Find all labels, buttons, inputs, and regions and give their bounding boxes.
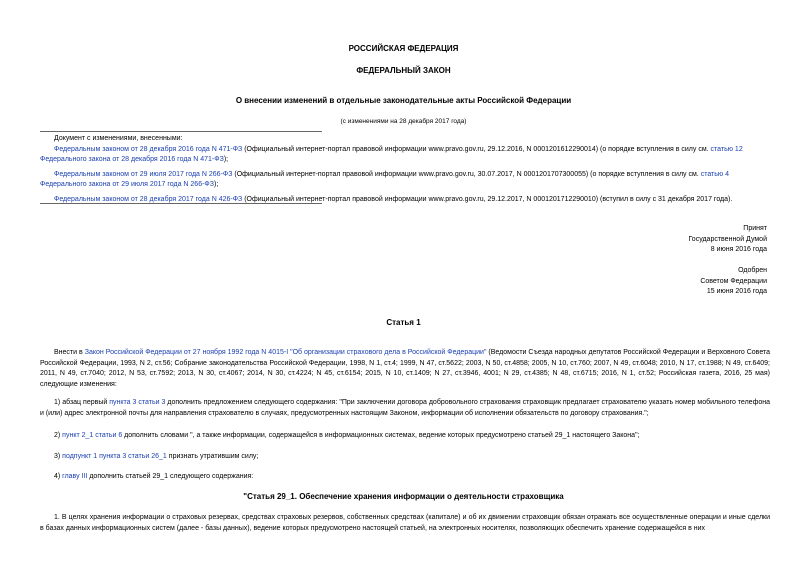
item-3-post: признать утратившим силу;	[166, 453, 259, 460]
top-divider	[40, 131, 322, 132]
intro-pre: Внести в	[54, 349, 85, 356]
approved-line: 15 июня 2016 года	[706, 288, 767, 295]
adopted-line: Принят	[743, 225, 767, 232]
item-3-link[interactable]: подпункт 1 пункта 3 статьи 26_1	[62, 453, 167, 460]
item-1-link[interactable]: пункта 3 статьи 3	[109, 399, 166, 406]
edition-note: (с изменениями на 28 декабря 2017 года)	[340, 118, 467, 125]
adopted-line: Государственной Думой	[688, 235, 767, 243]
change-tail: );	[223, 156, 229, 163]
item-4	[40, 472, 770, 483]
item-2-pre: 2)	[54, 432, 63, 439]
law-type-heading: ФЕДЕРАЛЬНЫЙ ЗАКОН	[356, 66, 451, 75]
sub-article-heading: "Статья 29_1. Обеспечение хранения информации о деятельности страховщика	[243, 492, 564, 501]
article-intro	[40, 348, 770, 390]
changes-intro: Документ с изменениями, внесенными:	[54, 135, 183, 142]
approved-block	[567, 266, 767, 298]
item-1-pre: 1) абзац первый	[54, 399, 110, 406]
change-item	[40, 170, 770, 191]
sub-article-paragraph: 1. В целях хранения информации о страховых резервах, средствах страховых резервов, собственных средствах (капитале) и об их движении страховщик обязан отражать все осуществленные операции и иные сделки в базах данных информационных систем (далее - базы данных), ведение которых предусмотрено настоящей статьей, на электронных носителях, позволяющих обеспечить хранение содержащейся в них	[40, 514, 770, 532]
article-heading: Статья 1	[386, 318, 421, 327]
item-4-post: дополнить статьей 29_1 следующего содержания:	[87, 473, 254, 480]
change-link[interactable]: статью 4 Федерального закона от 29 июля 2017 года N 266-ФЗ	[40, 170, 729, 188]
item-4-link[interactable]: главу III	[62, 473, 88, 480]
change-tail: );	[213, 181, 219, 188]
item-3	[40, 452, 770, 463]
item-2-post: дополнить словами ", а также информации, содержащейся в информационных системах, ведение которых предусмотрено статьей 29_1 настоящего Закона";	[122, 432, 640, 439]
item-2	[40, 431, 770, 442]
law-title: О внесении изменений в отдельные законодательные акты Российской Федерации	[235, 96, 572, 105]
change-text: (Официальный интернет-портал правовой информации www.pravo.gov.ru, 29.12.2016, N 0001201612290014) (о порядке вступления в силу см.	[242, 145, 711, 153]
item-2-link[interactable]: пункт 2_1 статьи 6	[62, 432, 123, 439]
change-link[interactable]: Федеральным законом от 29 июля 2017 года N 266-ФЗ	[54, 170, 233, 178]
change-link[interactable]: Федеральным законом от 28 декабря 2016 года N 471-ФЗ	[54, 145, 243, 153]
country-heading: РОССИЙСКАЯ ФЕДЕРАЦИЯ	[348, 44, 459, 53]
change-text: (Официальный интернет-портал правовой информации www.pravo.gov.ru, 30.07.2017, N 0001201707300055) (о порядке вступления в силу см.	[232, 170, 701, 178]
change-link[interactable]: статью 12 Федерального закона от 28 декабря 2016 года N 471-ФЗ	[40, 145, 743, 163]
change-link[interactable]: Федеральным законом от 28 декабря 2017 года N 426-ФЗ	[54, 195, 243, 203]
item-4-pre: 4)	[54, 473, 63, 480]
approved-line: Одобрен	[738, 267, 767, 274]
law-link[interactable]: Закон Российской Федерации от 27 ноября 1992 года N 4015-I "Об организации страхового дела в Российской Федерации"	[84, 349, 487, 356]
item-3-pre: 3)	[54, 453, 63, 460]
changes-block	[40, 134, 770, 205]
change-item	[40, 145, 770, 166]
change-text: (Официальный интернет-портал правовой информации www.pravo.gov.ru, 29.12.2017, N 0001201712290010) (вступил в силу с 31 декабря 2017 года).	[242, 195, 733, 203]
item-1	[40, 398, 770, 419]
adopted-line: 8 июня 2016 года	[710, 246, 767, 253]
item-1-post: дополнить предложением следующего содержания: "При заключении договора добровольного страхования страховщик предлагает страхователю указать номер мобильного телефона и (или) адрес электронной почты для направления страхователю в случаях, предусмотренных настоящим Законом, информации об исполнении обязательств по договору страхования.";	[40, 399, 770, 417]
intro-post: (Ведомости Съезда народных депутатов Российской Федерации и Верховного Совета Российской Федерации, 1993, N 2, ст.56; Собрание законодательства Российской Федерации, 1998, N 1, ст.4; 1999, N 47, ст.5622; 2003, N 50, ст.4858; 2005, N 10, ст.760; 2007, N 49, ст.6048; 2010, N 17, ст.1988; N 49, ст.6409; 2011, N 49, ст.7040; 2012, N 53, ст.7592; 2013, N 30, ст.4067; 2014, N 30, ст.4224; N 45, ст.6154; 2015, N 10, ст.1409; N 27, ст.3946, 4001; N 29, ст.4385; N 48, ст.6715; 2016, N 1, ст.52; Российская газета, 2016, 25 мая) следующие изменения:	[40, 349, 770, 388]
bottom-divider	[40, 203, 322, 204]
adopted-block	[567, 224, 767, 256]
approved-line: Советом Федерации	[700, 277, 767, 285]
